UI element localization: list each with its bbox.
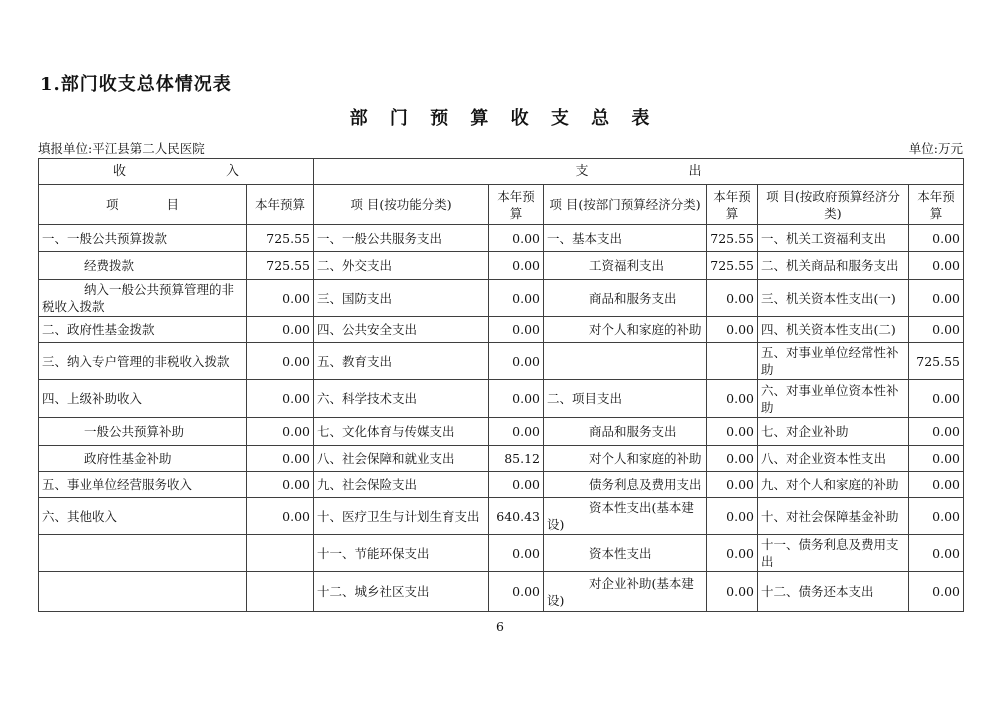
income-item-cell: 纳入一般公共预算管理的非税收入拨款 [39,280,247,317]
func-budget-cell: 0.00 [489,343,544,380]
gov-budget-cell: 0.00 [909,317,964,343]
dept-budget-cell: 0.00 [707,317,758,343]
func-budget-cell: 0.00 [489,225,544,252]
func-item-cell: 二、外交支出 [314,252,489,280]
func-budget-cell: 0.00 [489,535,544,572]
expense-header-char: 出 [688,164,702,179]
table-row [39,535,964,572]
func-budget-cell: 0.00 [489,572,544,612]
dept-budget-cell: 0.00 [707,572,758,612]
income-budget-cell [247,535,314,572]
dept-item-cell: 债务利息及费用支出 [544,472,707,498]
col-header-gov-item: 项 目(按政府预算经济分类) [758,185,909,225]
col-header-dept-item: 项 目(按部门预算经济分类) [544,185,707,225]
gov-budget-cell: 0.00 [909,252,964,280]
report-unit-label: 填报单位:平江县第二人民医院 [38,141,205,156]
income-item-cell: 一般公共预算补助 [39,418,247,446]
dept-item-cell: 商品和服务支出 [544,418,707,446]
income-budget-cell [247,572,314,612]
dept-item-cell [544,343,707,380]
income-item-cell [39,535,247,572]
gov-budget-cell: 725.55 [909,343,964,380]
func-item-cell: 五、教育支出 [314,343,489,380]
func-item-cell: 三、国防支出 [314,280,489,317]
section-title: 1.部门收支总体情况表 [40,74,232,95]
gov-item-cell: 八、对企业资本性支出 [758,446,909,472]
table-row [39,380,964,418]
income-budget-cell: 725.55 [247,225,314,252]
func-budget-cell: 0.00 [489,418,544,446]
gov-budget-cell: 0.00 [909,498,964,535]
col-header-gov-budget: 本年预算 [909,185,964,225]
dept-budget-cell: 0.00 [707,380,758,418]
func-budget-cell: 0.00 [489,317,544,343]
table-row [39,225,964,252]
col-header-func-item: 项 目(按功能分类) [314,185,489,225]
gov-budget-cell: 0.00 [909,225,964,252]
dept-budget-cell: 0.00 [707,498,758,535]
income-item-cell: 六、其他收入 [39,498,247,535]
col-header-income-item: 项 目 [39,185,247,225]
func-item-cell: 十一、节能环保支出 [314,535,489,572]
income-budget-cell: 0.00 [247,317,314,343]
income-budget-cell: 725.55 [247,252,314,280]
income-header-char: 入 [226,164,240,179]
func-budget-cell: 640.43 [489,498,544,535]
table-row [39,252,964,280]
expense-header-char: 支 [575,164,589,179]
dept-budget-cell [707,343,758,380]
func-item-cell: 十、医疗卫生与计划生育支出 [314,498,489,535]
gov-item-cell: 二、机关商品和服务支出 [758,252,909,280]
income-budget-cell: 0.00 [247,343,314,380]
func-item-cell: 一、一般公共服务支出 [314,225,489,252]
income-budget-cell: 0.00 [247,380,314,418]
func-item-cell: 六、科学技术支出 [314,380,489,418]
gov-budget-cell: 0.00 [909,535,964,572]
func-budget-cell: 0.00 [489,252,544,280]
func-item-cell: 十二、城乡社区支出 [314,572,489,612]
gov-item-cell: 六、对事业单位资本性补助 [758,380,909,418]
table-row [39,572,964,612]
table-row [39,317,964,343]
income-budget-cell: 0.00 [247,446,314,472]
table-row [39,498,964,535]
gov-item-cell: 四、机关资本性支出(二) [758,317,909,343]
income-budget-cell: 0.00 [247,472,314,498]
gov-item-cell: 一、机关工资福利支出 [758,225,909,252]
col-header-income-budget: 本年预算 [247,185,314,225]
dept-budget-cell: 0.00 [707,446,758,472]
income-item-cell: 经费拨款 [39,252,247,280]
dept-budget-cell: 725.55 [707,252,758,280]
expense-section-header [314,159,964,185]
currency-unit-label: 单位:万元 [908,141,963,156]
func-budget-cell: 85.12 [489,446,544,472]
gov-item-cell: 三、机关资本性支出(一) [758,280,909,317]
col-header-func-budget: 本年预算 [489,185,544,225]
dept-item-cell: 资本性支出 [544,535,707,572]
gov-item-cell: 五、对事业单位经常性补助 [758,343,909,380]
dept-item-cell: 对企业补助(基本建设) [544,572,707,612]
func-item-cell: 七、文化体育与传媒支出 [314,418,489,446]
func-item-cell: 四、公共安全支出 [314,317,489,343]
table-row [39,446,964,472]
gov-budget-cell: 0.00 [909,280,964,317]
gov-item-cell: 十一、债务利息及费用支出 [758,535,909,572]
income-item-cell: 三、纳入专户管理的非税收入拨款 [39,343,247,380]
dept-budget-cell: 0.00 [707,472,758,498]
dept-budget-cell: 725.55 [707,225,758,252]
income-budget-cell: 0.00 [247,418,314,446]
table-row [39,418,964,446]
gov-item-cell: 九、对个人和家庭的补助 [758,472,909,498]
dept-item-cell: 二、项目支出 [544,380,707,418]
income-item-cell: 四、上级补助收入 [39,380,247,418]
dept-budget-cell: 0.00 [707,535,758,572]
col-header-dept-budget: 本年预算 [707,185,758,225]
income-item-cell: 二、政府性基金拨款 [39,317,247,343]
income-item-cell: 政府性基金补助 [39,446,247,472]
dept-item-cell: 工资福利支出 [544,252,707,280]
table-row [39,343,964,380]
dept-item-cell: 对个人和家庭的补助 [544,446,707,472]
page-number: 6 [496,619,504,634]
income-item-cell: 五、事业单位经营服务收入 [39,472,247,498]
dept-item-cell: 一、基本支出 [544,225,707,252]
dept-budget-cell: 0.00 [707,418,758,446]
table-row [39,280,964,317]
func-item-cell: 八、社会保障和就业支出 [314,446,489,472]
func-item-cell: 九、社会保险支出 [314,472,489,498]
budget-summary-table [38,158,964,612]
dept-item-cell: 资本性支出(基本建设) [544,498,707,535]
info-line [38,139,963,157]
income-header-char: 收 [112,164,126,179]
gov-budget-cell: 0.00 [909,446,964,472]
dept-item-cell: 商品和服务支出 [544,280,707,317]
income-budget-cell: 0.00 [247,280,314,317]
dept-item-cell: 对个人和家庭的补助 [544,317,707,343]
func-budget-cell: 0.00 [489,380,544,418]
func-budget-cell: 0.00 [489,472,544,498]
gov-budget-cell: 0.00 [909,418,964,446]
income-budget-cell: 0.00 [247,498,314,535]
expense-header-text [317,163,960,180]
gov-budget-cell: 0.00 [909,472,964,498]
income-section-header [39,159,314,185]
table-title: 部 门 预 算 收 支 总 表 [349,108,651,129]
dept-budget-cell: 0.00 [707,280,758,317]
func-budget-cell: 0.00 [489,280,544,317]
gov-item-cell: 十、对社会保障基金补助 [758,498,909,535]
gov-budget-cell: 0.00 [909,572,964,612]
income-item-cell [39,572,247,612]
income-item-cell: 一、一般公共预算拨款 [39,225,247,252]
income-header-text [42,163,310,180]
gov-item-cell: 七、对企业补助 [758,418,909,446]
table-row [39,472,964,498]
gov-budget-cell: 0.00 [909,380,964,418]
gov-item-cell: 十二、债务还本支出 [758,572,909,612]
